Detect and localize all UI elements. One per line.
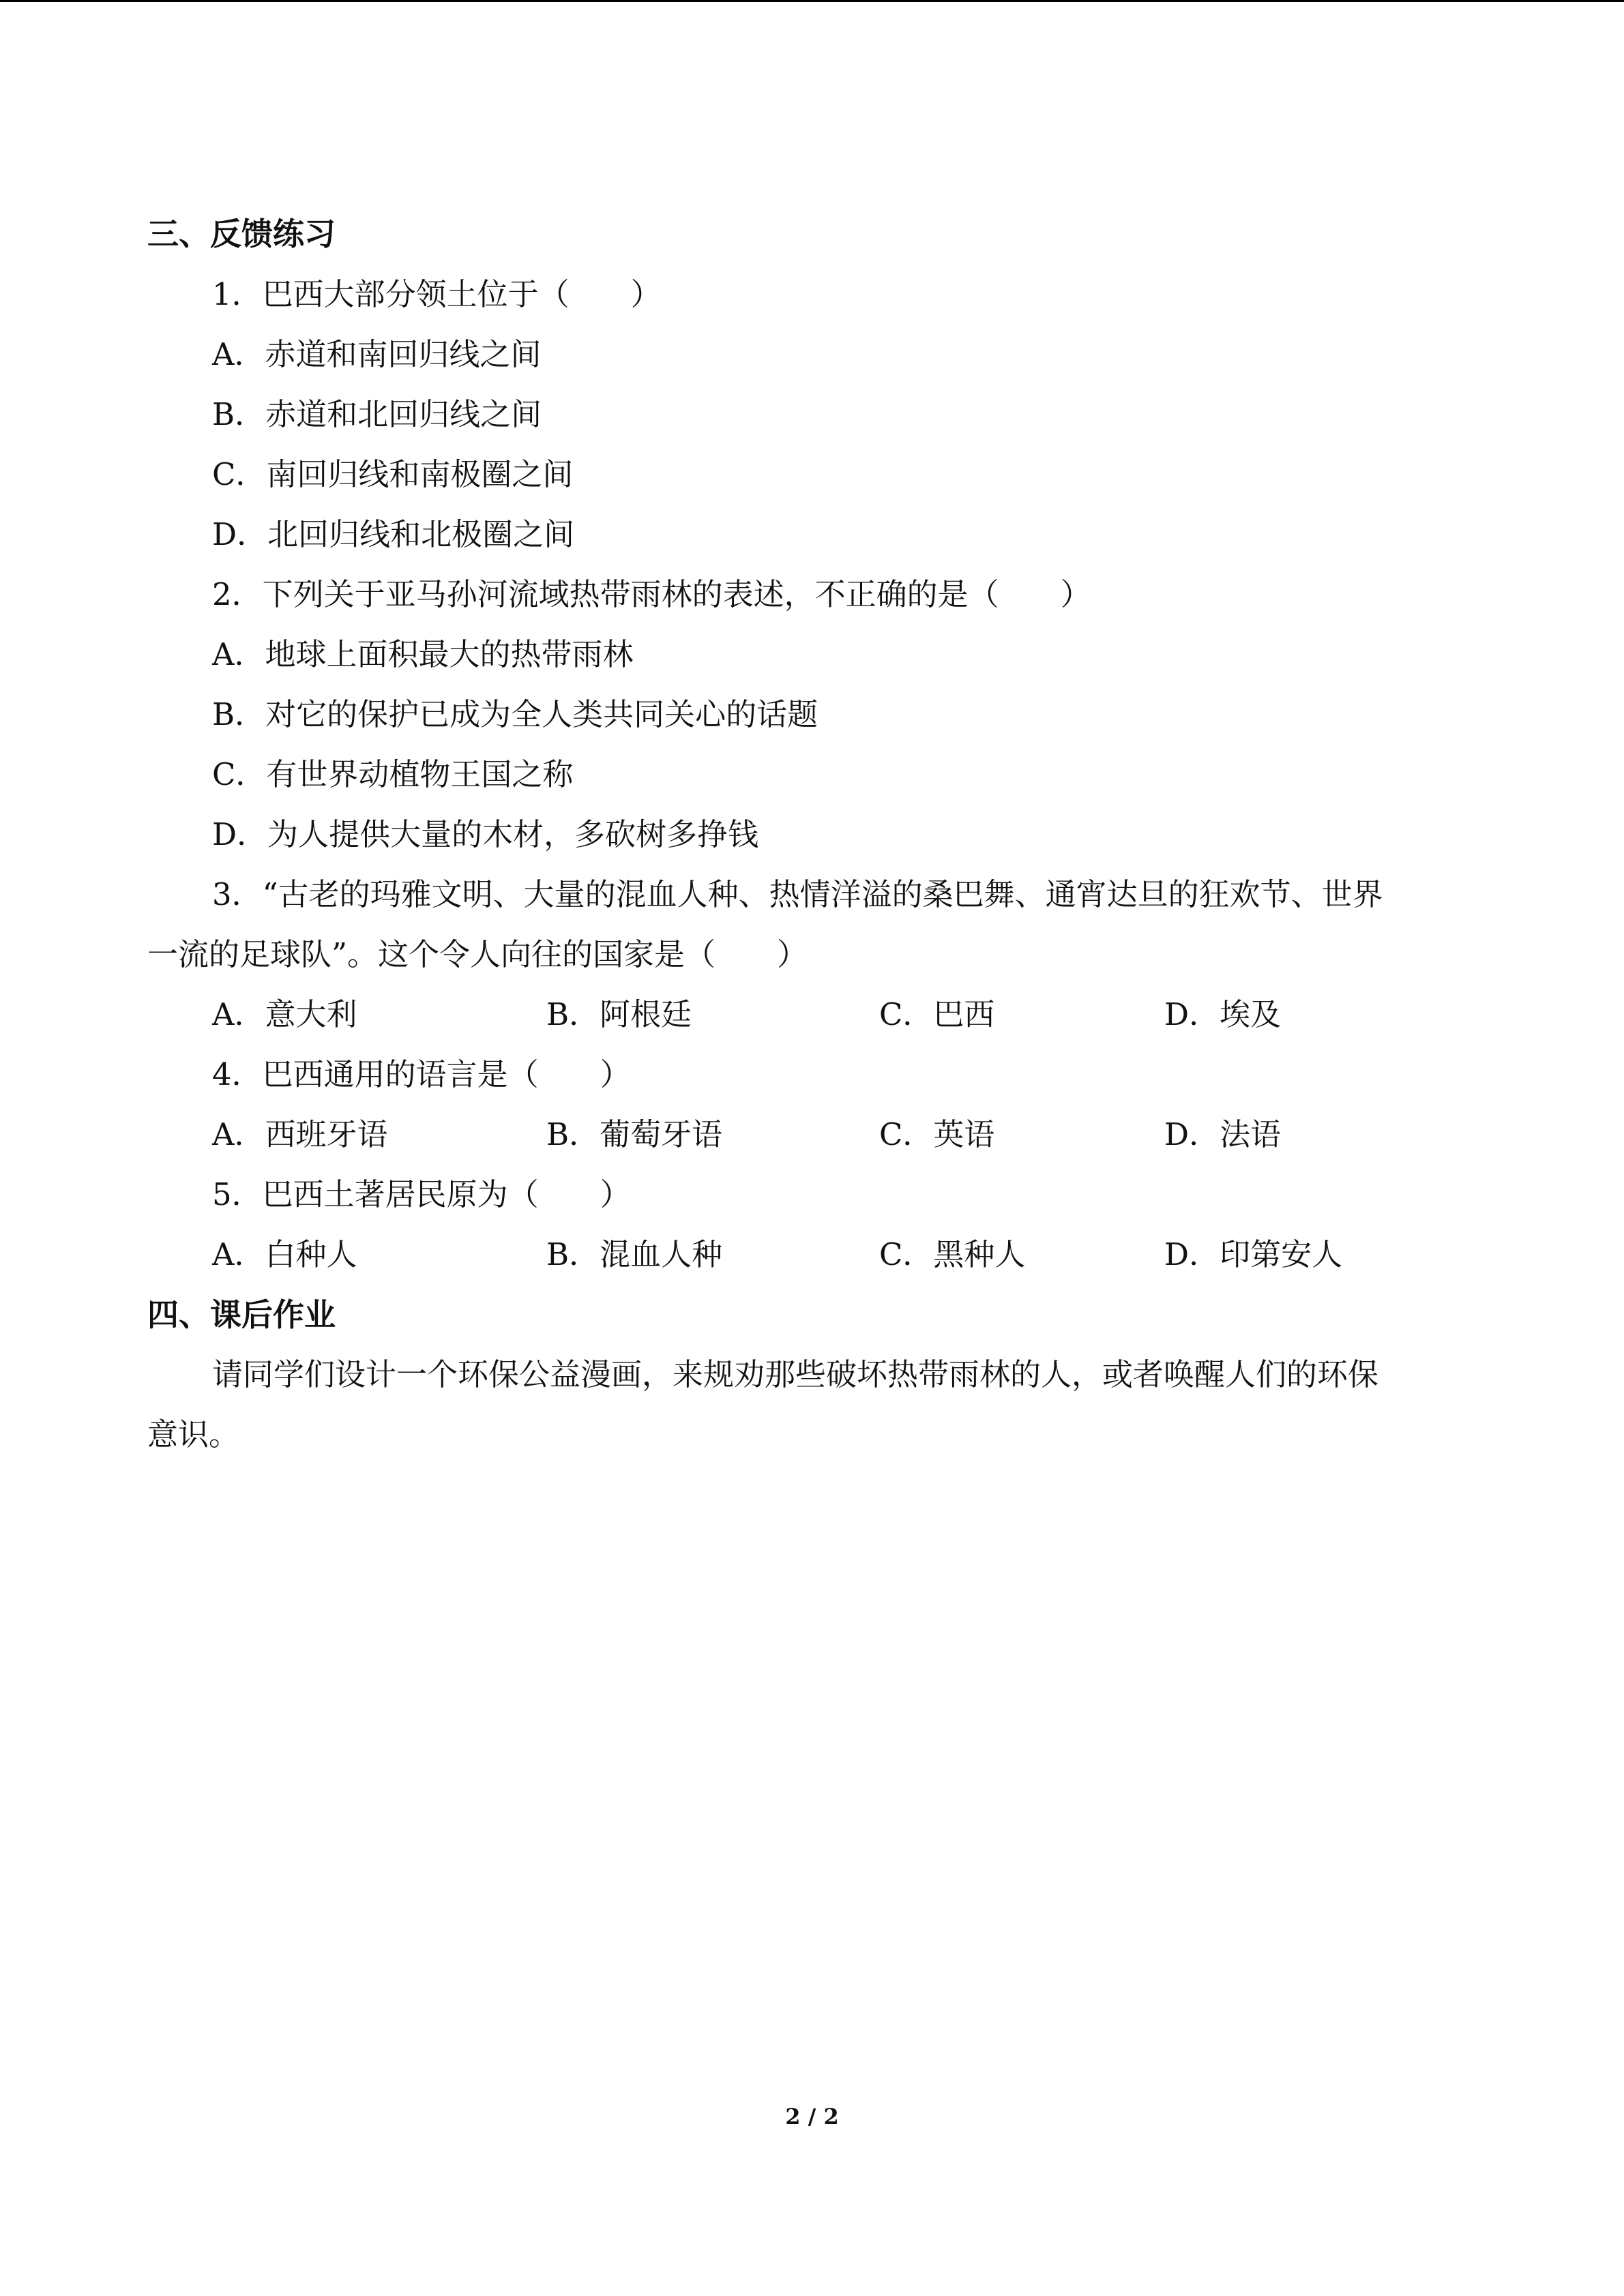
section-3-heading: 三、反馈练习 — [147, 215, 336, 252]
question-2-option-b: B．对它的保护已成为全人类共同关心的话题 — [212, 696, 818, 732]
question-3-option-c: C．巴西 — [879, 996, 995, 1032]
question-4-stem: 4．巴西通用的语言是（ ） — [212, 1056, 631, 1092]
homework-text-line-2: 意识。 — [147, 1416, 240, 1452]
question-4-option-a: A．西班牙语 — [212, 1116, 388, 1152]
question-5-option-b: B．混血人种 — [546, 1236, 723, 1272]
question-3-option-a: A．意大利 — [212, 996, 357, 1032]
page-top-border — [0, 0, 1624, 2]
question-1-option-b: B．赤道和北回归线之间 — [212, 396, 542, 432]
question-3-stem-line-2: 一流的足球队”。这个令人向往的国家是（ ） — [147, 936, 808, 972]
question-2-option-a: A．地球上面积最大的热带雨林 — [212, 636, 634, 672]
question-5-stem: 5．巴西土著居民原为（ ） — [212, 1176, 631, 1212]
question-1-option-d: D．北回归线和北极圈之间 — [212, 516, 575, 552]
question-1-option-a: A．赤道和南回归线之间 — [212, 336, 542, 372]
homework-text-line-1: 请同学们设计一个环保公益漫画，来规劝那些破坏热带雨林的人，或者唤醒人们的环保 — [212, 1356, 1379, 1392]
question-3-stem-line-1: 3．“古老的玛雅文明、大量的混血人种、热情洋溢的桑巴舞、通宵达旦的狂欢节、世界 — [212, 876, 1383, 912]
question-2-stem: 2．下列关于亚马孙河流域热带雨林的表述，不正确的是（ ） — [212, 576, 1091, 612]
question-1-option-c: C．南回归线和南极圈之间 — [212, 456, 574, 492]
question-2-option-d: D．为人提供大量的木材，多砍树多挣钱 — [212, 816, 759, 852]
question-5-option-a: A．白种人 — [212, 1236, 357, 1272]
question-3-option-b: B．阿根廷 — [546, 996, 692, 1032]
question-5-option-d: D．印第安人 — [1164, 1236, 1343, 1272]
question-4-option-b: B．葡萄牙语 — [546, 1116, 723, 1152]
section-4-heading: 四、课后作业 — [147, 1296, 336, 1333]
question-5-option-c: C．黑种人 — [879, 1236, 1026, 1272]
question-4-option-d: D．法语 — [1164, 1116, 1282, 1152]
question-2-option-c: C．有世界动植物王国之称 — [212, 756, 574, 792]
question-4-option-c: C．英语 — [879, 1116, 995, 1152]
page-number: 2 / 2 — [785, 2104, 839, 2130]
question-1-stem: 1．巴西大部分领土位于（ ） — [212, 276, 662, 312]
question-3-option-d: D．埃及 — [1164, 996, 1282, 1032]
